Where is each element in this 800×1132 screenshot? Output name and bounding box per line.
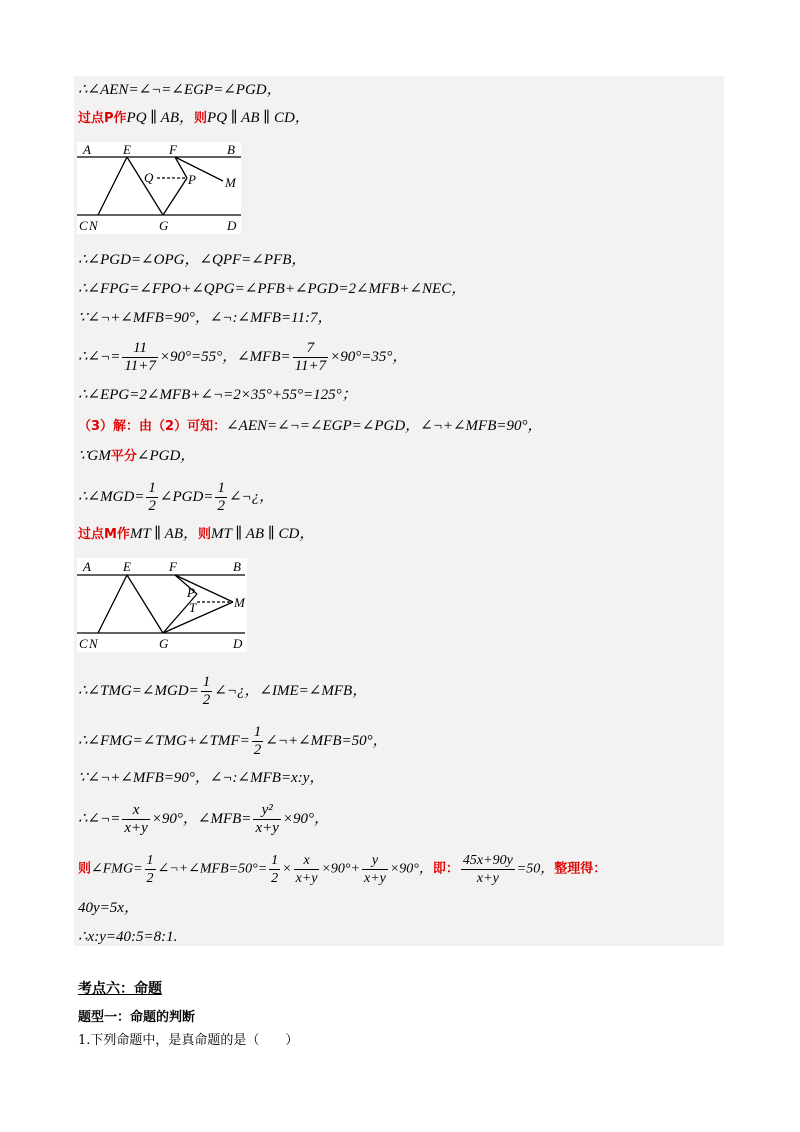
label-T: T	[189, 600, 197, 615]
math-text: ∠PGD，	[136, 448, 196, 464]
line-13	[78, 724, 388, 759]
label-E: E	[123, 559, 131, 574]
fraction	[122, 802, 149, 837]
label-D: D	[233, 636, 243, 651]
numerator: 1	[148, 480, 156, 496]
line-10	[78, 480, 274, 515]
math-text: ∴∠MGD=	[78, 488, 145, 505]
line-11	[78, 524, 314, 545]
line-7: ∴∠EPG=2∠MFB+∠¬=2×35°+55°=125°；	[78, 387, 357, 403]
denominator: 11+7	[294, 358, 327, 374]
line-12	[78, 674, 367, 709]
red-text: 过点P作	[78, 111, 127, 126]
denominator: x+y	[363, 871, 386, 886]
math-text: ×90°=35°，	[330, 348, 408, 365]
denominator: 11+7	[124, 358, 156, 374]
math-text: ×90°，	[389, 861, 433, 877]
fraction	[461, 852, 515, 887]
red-text: 则	[78, 861, 92, 877]
label-G: G	[159, 636, 169, 651]
label-Q: Q	[144, 170, 154, 185]
math-text: ∠¬+∠MFB=50°=	[157, 861, 268, 877]
red-text: 整理得：	[554, 861, 607, 877]
fraction	[362, 852, 388, 887]
math-text: ×90°=55°，∠MFB=	[159, 348, 291, 365]
line-8	[78, 416, 543, 437]
numerator: y²	[253, 802, 280, 820]
label-A: A	[83, 142, 91, 157]
fraction	[253, 802, 280, 837]
math-text: ×90°，	[282, 810, 329, 827]
label-N: N	[89, 218, 98, 233]
fraction	[269, 852, 280, 887]
denominator: x+y	[255, 820, 279, 836]
math-text: MT ∥ AB，	[129, 526, 198, 542]
math-text: ∠PGD=	[159, 488, 214, 505]
figure-2	[77, 558, 247, 652]
math-text: ∴∠¬=	[78, 348, 121, 365]
red-text: （3）解：由（2）可知：	[78, 419, 227, 434]
line-6	[78, 340, 407, 375]
denominator: 2	[271, 871, 279, 886]
fraction	[294, 852, 320, 887]
label-E: E	[123, 142, 131, 157]
label-B: B	[233, 559, 241, 574]
numerator: x	[122, 802, 149, 820]
denominator: x+y	[476, 871, 499, 886]
fraction	[252, 724, 264, 759]
math-text: ×90°+	[321, 861, 360, 877]
math-text: ∴∠TMG=∠MGD=	[78, 682, 199, 699]
red-text: 则	[194, 111, 208, 126]
line-4: ∴∠FPG=∠FPO+∠QPG=∠PFB+∠PGD=2∠MFB+∠NEC，	[78, 281, 467, 297]
line-16	[78, 852, 606, 887]
math-text: MT ∥ AB ∥ CD，	[211, 526, 315, 542]
numerator: 45x+90y	[462, 853, 513, 868]
numerator: 1	[253, 724, 262, 740]
numerator: 1	[217, 480, 225, 496]
label-F: F	[169, 559, 177, 574]
red-text: 即：	[432, 861, 459, 877]
line-18: ∴x:y=40:5=8:1.	[78, 929, 178, 945]
red-text: 则	[198, 527, 212, 542]
denominator: x+y	[295, 871, 318, 886]
line-2	[78, 108, 310, 129]
denominator: 2	[217, 498, 225, 514]
fraction	[215, 480, 227, 515]
fraction	[201, 674, 213, 709]
math-text: ∵GM	[78, 448, 111, 464]
math-text: ∴∠FMG=∠TMG+∠TMF=	[78, 732, 250, 749]
label-G: G	[159, 218, 169, 233]
label-N: N	[89, 636, 98, 651]
numerator: y	[362, 852, 388, 870]
math-text: ∴∠¬=	[78, 810, 121, 827]
label-C: C	[79, 218, 88, 233]
section-title: 考点六：命题	[78, 981, 162, 997]
label-A: A	[83, 559, 91, 574]
fraction	[146, 480, 158, 515]
numerator: 1	[146, 853, 154, 868]
math-text: ∠FMG=	[91, 861, 143, 877]
line-1: ∴∠AEN=∠¬=∠EGP=∠PGD，	[78, 82, 282, 98]
figure-1	[77, 142, 241, 234]
numerator: 7	[293, 340, 329, 358]
math-text: ×	[282, 861, 292, 877]
math-text: ∠¬¿，∠IME=∠MFB，	[214, 682, 368, 699]
numerator: x	[294, 852, 320, 870]
line-9	[78, 446, 195, 467]
line-17: 40y=5x，	[78, 900, 139, 916]
math-text: PQ ∥ AB ∥ CD，	[207, 110, 310, 126]
section-subtitle: 题型一：命题的判断	[78, 1010, 196, 1025]
label-B: B	[227, 142, 235, 157]
label-M: M	[225, 175, 236, 190]
red-text: 过点M作	[78, 527, 130, 542]
line-5: ∵∠¬+∠MFB=90°，∠¬:∠MFB=11:7，	[78, 310, 333, 326]
label-M: M	[234, 595, 245, 610]
math-text: ∠AEN=∠¬=∠EGP=∠PGD，∠¬+∠MFB=90°，	[226, 418, 543, 434]
question-1: 1.下列命题中，是真命题的是（ ）	[78, 1033, 299, 1048]
math-text: PQ ∥ AB，	[126, 110, 195, 126]
fraction	[122, 340, 158, 375]
fraction	[293, 340, 329, 375]
denominator: x+y	[124, 820, 148, 836]
math-text: ×90°，∠MFB=	[151, 810, 252, 827]
denominator: 2	[146, 871, 154, 886]
line-15	[78, 802, 329, 837]
line-14: ∵∠¬+∠MFB=90°，∠¬:∠MFB=x:y，	[78, 770, 325, 786]
label-F: F	[169, 142, 177, 157]
numerator: 1	[202, 674, 211, 690]
math-text: =50，	[516, 861, 555, 877]
red-text: 平分	[110, 449, 137, 464]
label-P: P	[188, 172, 196, 187]
denominator: 2	[148, 498, 156, 514]
numerator: 1	[271, 853, 279, 868]
label-D: D	[227, 218, 237, 233]
numerator: 11	[122, 340, 158, 358]
denominator: 2	[202, 692, 211, 708]
label-C: C	[79, 636, 88, 651]
math-text: ∠¬¿，	[228, 488, 275, 505]
fraction	[145, 852, 156, 887]
math-text: ∠¬+∠MFB=50°，	[265, 732, 388, 749]
label-P: P	[187, 585, 195, 600]
denominator: 2	[253, 742, 262, 758]
line-3: ∴∠PGD=∠OPG，∠QPF=∠PFB，	[78, 252, 307, 268]
